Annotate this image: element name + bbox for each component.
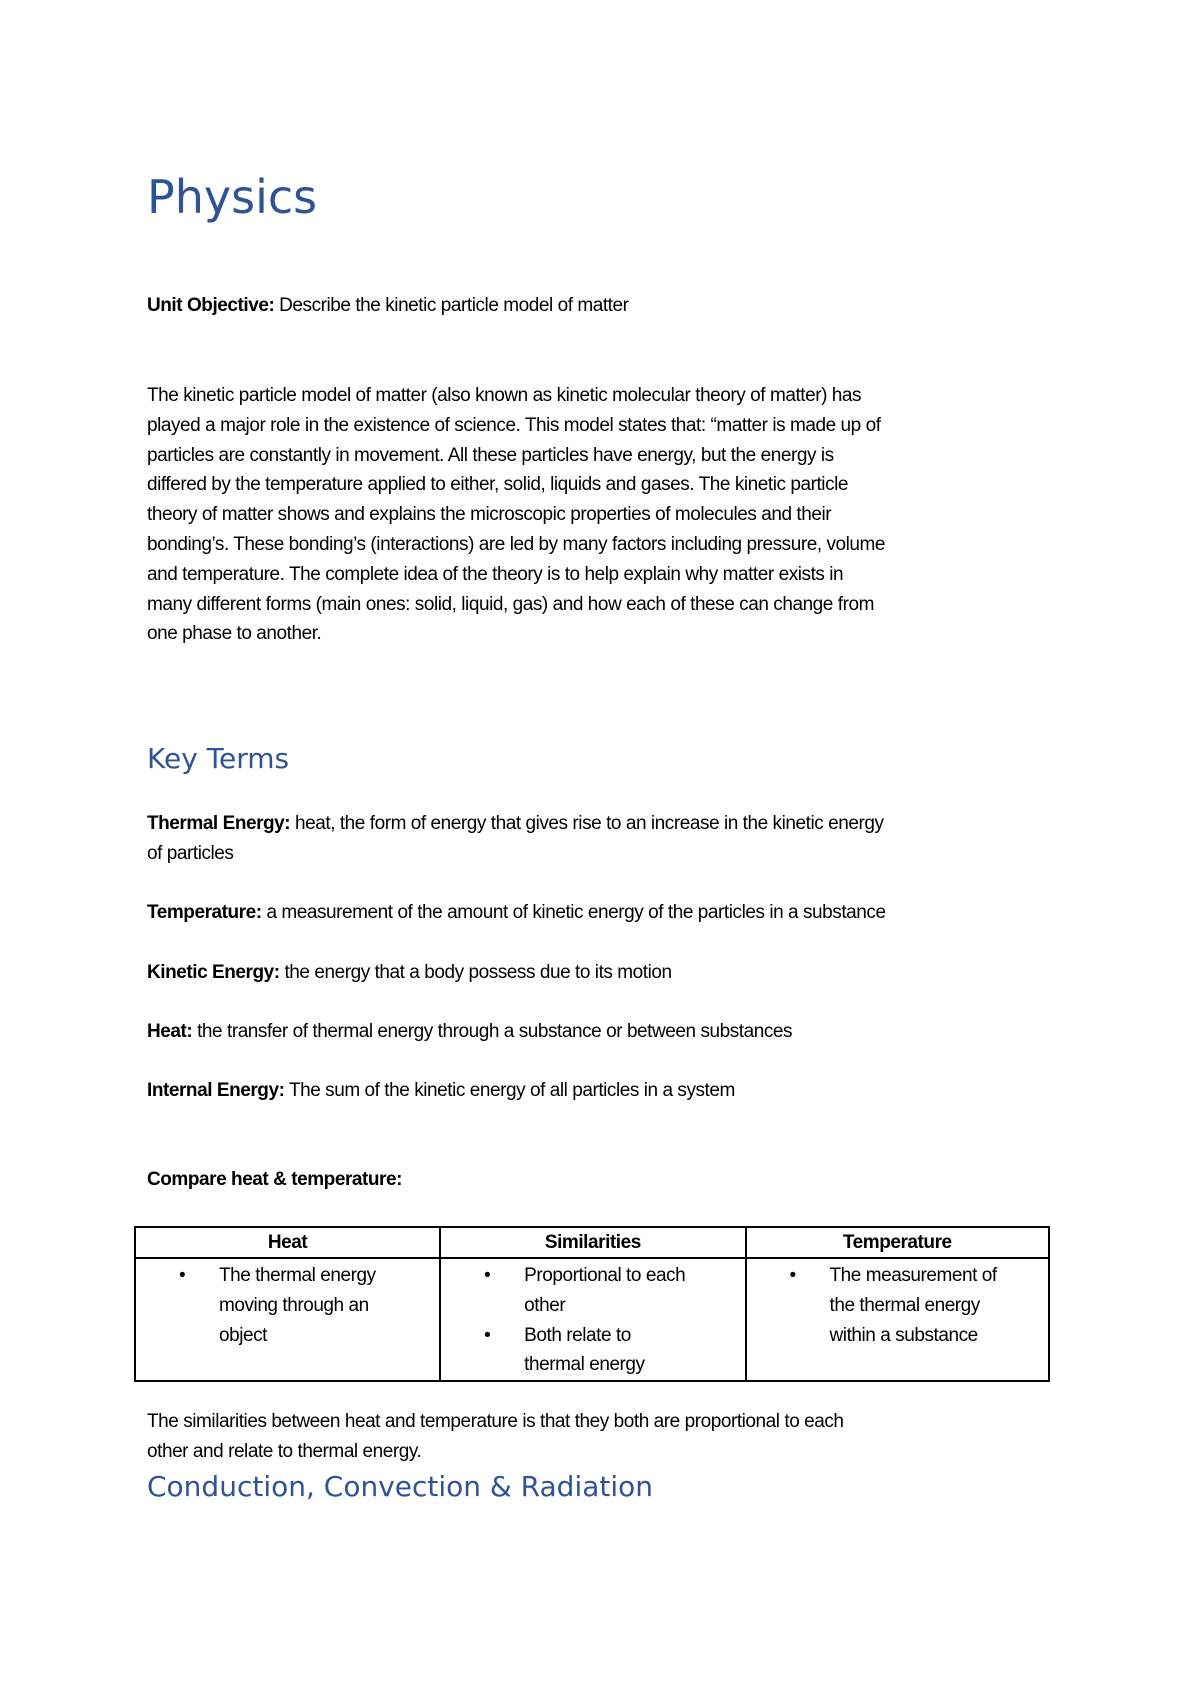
compare-label-text: Compare heat & temperature: <box>147 1169 402 1190</box>
paragraph-line: differed by the temperature applied to either, solid, liquids and gases. The kinetic particle <box>147 474 849 496</box>
compare-label <box>147 1165 402 1195</box>
unit-objective-text: Describe the kinetic particle model of matter <box>274 295 629 316</box>
paragraph-line: particles are constantly in movement. All these particles have energy, but the energy is <box>147 444 834 466</box>
term-definition: The sum of the kinetic energy of all particles in a system <box>284 1080 735 1101</box>
term-label: Heat: <box>147 1021 193 1042</box>
term-definition: the energy that a body possess due to its motion <box>279 962 672 983</box>
term-kinetic-energy <box>147 958 672 988</box>
bullet-icon: • <box>179 1265 186 1286</box>
cell-line: other <box>524 1294 566 1316</box>
term-definition: a measurement of the amount of kinetic energy of the particles in a substance <box>261 902 886 923</box>
page-title: Physics <box>147 170 318 224</box>
term-label: Temperature: <box>147 902 262 923</box>
term-temperature <box>147 898 886 928</box>
list-item <box>484 1321 744 1381</box>
cell-line: object <box>219 1324 268 1346</box>
paragraph-line: The similarities between heat and temperature is that they both are proportional to each <box>147 1411 844 1432</box>
paragraph-line: theory of matter shows and explains the microscopic properties of molecules and their <box>147 504 832 526</box>
similarities-paragraph <box>147 1407 844 1467</box>
list-item <box>179 1261 439 1350</box>
unit-objective <box>147 291 629 321</box>
table-header-row <box>135 1227 1049 1258</box>
cell-similarities <box>440 1258 745 1381</box>
list-item <box>789 1261 1048 1350</box>
paragraph-line: and temperature. The complete idea of the theory is to help explain why matter exists in <box>147 563 844 585</box>
key-terms-heading: Key Terms <box>147 742 290 775</box>
term-definition-cont: of particles <box>147 842 234 864</box>
paragraph-line: The kinetic particle model of matter (also known as kinetic molecular theory of matter) has <box>147 385 862 406</box>
list-item <box>484 1261 744 1321</box>
comparison-table <box>134 1226 1050 1382</box>
section-heading-conduction: Conduction, Convection & Radiation <box>147 1470 654 1503</box>
cell-line: the thermal energy <box>829 1294 980 1316</box>
term-thermal-energy <box>147 809 884 869</box>
term-internal-energy <box>147 1076 735 1106</box>
term-label: Thermal Energy: <box>147 813 291 834</box>
cell-line: The thermal energy <box>219 1265 376 1286</box>
cell-temperature <box>746 1258 1049 1381</box>
cell-line: The measurement of <box>829 1265 997 1286</box>
table-row <box>135 1258 1049 1381</box>
header-heat: Heat <box>135 1227 440 1258</box>
paragraph-line: played a major role in the existence of science. This model states that: “matter is made up of <box>147 414 881 436</box>
term-definition: heat, the form of energy that gives rise to an increase in the kinetic energy <box>290 813 884 834</box>
cell-line: within a substance <box>829 1324 978 1346</box>
intro-paragraph <box>147 381 885 649</box>
paragraph-line: one phase to another. <box>147 623 322 645</box>
cell-line: Both relate to <box>524 1324 631 1346</box>
cell-line: moving through an <box>219 1294 369 1316</box>
term-label: Internal Energy: <box>147 1080 285 1101</box>
paragraph-line: many different forms (main ones: solid, liquid, gas) and how each of these can change from <box>147 593 874 615</box>
bullet-icon: • <box>484 1265 491 1286</box>
bullet-icon: • <box>789 1265 796 1286</box>
unit-objective-label: Unit Objective: <box>147 295 275 316</box>
header-similarities: Similarities <box>440 1227 745 1258</box>
cell-heat <box>135 1258 440 1381</box>
paragraph-line: other and relate to thermal energy. <box>147 1440 422 1462</box>
header-temperature: Temperature <box>746 1227 1049 1258</box>
term-heat <box>147 1017 792 1047</box>
term-label: Kinetic Energy: <box>147 962 280 983</box>
paragraph-line: bonding’s. These bonding’s (interactions) are led by many factors including pressure, volume <box>147 533 886 555</box>
bullet-icon: • <box>484 1324 491 1346</box>
cell-line: Proportional to each <box>524 1265 686 1286</box>
cell-line: thermal energy <box>524 1354 645 1376</box>
term-definition: the transfer of thermal energy through a substance or between substances <box>192 1021 793 1042</box>
